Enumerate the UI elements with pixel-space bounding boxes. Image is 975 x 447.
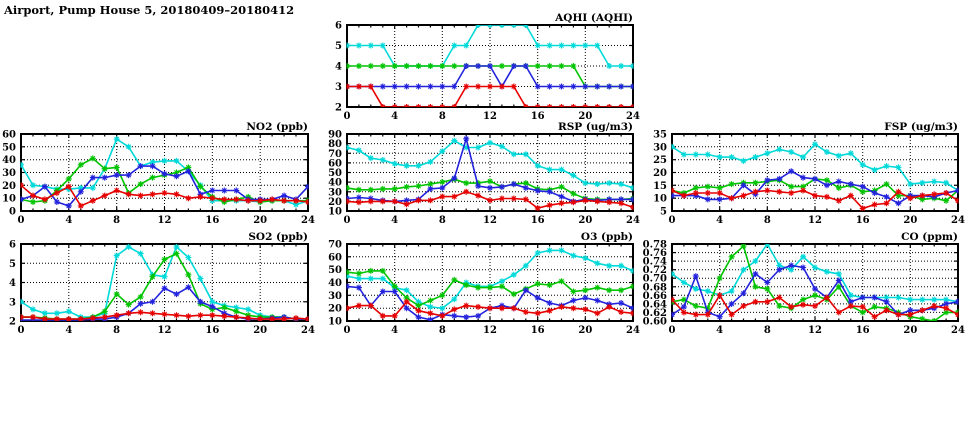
svg-text:24: 24 — [626, 215, 640, 226]
svg-text:0: 0 — [668, 215, 676, 226]
svg-text:70: 70 — [328, 239, 342, 251]
svg-text:AQHI (AQHI): AQHI (AQHI) — [555, 12, 633, 24]
svg-text:0: 0 — [9, 206, 16, 218]
svg-text:16: 16 — [855, 325, 870, 336]
svg-text:35: 35 — [653, 129, 667, 141]
svg-text:30: 30 — [2, 168, 16, 179]
svg-text:24: 24 — [951, 215, 965, 226]
svg-text:12: 12 — [157, 215, 172, 226]
svg-text:0: 0 — [343, 325, 351, 336]
svg-text:0: 0 — [17, 215, 25, 226]
svg-text:20: 20 — [2, 180, 16, 192]
svg-text:0.76: 0.76 — [642, 248, 667, 260]
svg-text:24: 24 — [301, 215, 315, 226]
svg-text:0.62: 0.62 — [642, 307, 667, 319]
co-series-blue — [669, 262, 961, 319]
svg-text:4: 4 — [391, 215, 399, 226]
svg-text:8: 8 — [113, 215, 121, 226]
svg-text:0.66: 0.66 — [642, 290, 667, 302]
svg-text:12: 12 — [808, 325, 822, 336]
svg-text:12: 12 — [483, 325, 497, 336]
svg-text:0.78: 0.78 — [642, 239, 667, 251]
svg-text:0.72: 0.72 — [642, 265, 667, 277]
svg-text:20: 20 — [578, 215, 593, 226]
page-title: Airport, Pump House 5, 20180409–20180412 — [4, 3, 295, 17]
svg-text:80: 80 — [328, 139, 342, 151]
svg-text:6: 6 — [9, 239, 16, 251]
svg-text:70: 70 — [328, 148, 342, 160]
svg-text:0.64: 0.64 — [642, 299, 667, 311]
svg-text:50: 50 — [328, 265, 342, 277]
svg-text:20: 20 — [328, 303, 342, 315]
svg-text:12: 12 — [808, 215, 822, 226]
svg-text:20: 20 — [653, 168, 667, 179]
svg-text:20: 20 — [328, 196, 342, 208]
svg-text:4: 4 — [9, 278, 16, 289]
svg-text:10: 10 — [2, 193, 16, 205]
aqhi-chart — [335, 12, 640, 122]
svg-text:0.70: 0.70 — [642, 273, 667, 285]
svg-text:4: 4 — [391, 325, 399, 336]
svg-text:16: 16 — [205, 215, 220, 226]
svg-text:8: 8 — [438, 111, 446, 122]
svg-text:30: 30 — [328, 187, 342, 199]
svg-text:0: 0 — [668, 325, 676, 336]
svg-text:30: 30 — [653, 142, 667, 154]
svg-text:50: 50 — [2, 142, 16, 154]
svg-text:20: 20 — [903, 215, 918, 226]
svg-text:12: 12 — [483, 215, 497, 226]
svg-text:20: 20 — [253, 325, 268, 336]
svg-text:8: 8 — [438, 215, 446, 226]
svg-text:24: 24 — [951, 325, 965, 336]
svg-text:2: 2 — [9, 316, 16, 328]
svg-text:90: 90 — [328, 129, 342, 141]
svg-text:60: 60 — [328, 158, 342, 170]
svg-text:40: 40 — [2, 155, 16, 167]
svg-text:16: 16 — [530, 111, 545, 122]
svg-text:10: 10 — [653, 193, 667, 205]
svg-text:20: 20 — [903, 325, 918, 336]
svg-text:15: 15 — [653, 180, 667, 192]
svg-text:0.68: 0.68 — [642, 282, 667, 294]
rsp-chart — [328, 121, 640, 226]
o3-chart — [328, 231, 640, 336]
svg-text:16: 16 — [855, 215, 870, 226]
no2-chart — [2, 121, 315, 226]
svg-text:16: 16 — [530, 325, 545, 336]
svg-text:0.60: 0.60 — [642, 316, 667, 328]
svg-text:4: 4 — [716, 325, 724, 336]
svg-text:16: 16 — [205, 325, 220, 336]
svg-text:8: 8 — [763, 325, 771, 336]
svg-text:60: 60 — [328, 252, 342, 264]
svg-text:20: 20 — [253, 215, 268, 226]
svg-text:60: 60 — [2, 129, 16, 141]
svg-text:25: 25 — [653, 155, 667, 167]
svg-text:24: 24 — [626, 111, 640, 122]
svg-text:4: 4 — [335, 61, 342, 73]
svg-text:10: 10 — [328, 316, 342, 328]
svg-text:2: 2 — [335, 102, 342, 114]
svg-text:12: 12 — [483, 111, 497, 122]
svg-text:12: 12 — [157, 325, 172, 336]
svg-text:0: 0 — [343, 215, 351, 226]
svg-text:RSP (ug/m3): RSP (ug/m3) — [557, 121, 633, 133]
svg-text:20: 20 — [578, 111, 593, 122]
svg-text:0: 0 — [17, 325, 25, 336]
svg-text:CO (ppm): CO (ppm) — [901, 231, 958, 243]
fsp-chart — [653, 121, 965, 226]
svg-text:3: 3 — [335, 82, 342, 93]
svg-text:30: 30 — [328, 290, 342, 302]
co-chart — [643, 231, 965, 336]
svg-text:4: 4 — [716, 215, 724, 226]
svg-text:5: 5 — [9, 258, 16, 270]
svg-text:4: 4 — [65, 215, 73, 226]
svg-text:40: 40 — [328, 177, 342, 189]
svg-text:5: 5 — [660, 206, 667, 218]
svg-text:50: 50 — [328, 168, 342, 179]
svg-text:20: 20 — [578, 325, 593, 336]
svg-text:3: 3 — [9, 297, 16, 309]
svg-text:0: 0 — [343, 111, 351, 122]
svg-text:16: 16 — [530, 215, 545, 226]
svg-text:4: 4 — [65, 325, 73, 336]
svg-text:40: 40 — [328, 278, 342, 289]
svg-text:NO2 (ppb): NO2 (ppb) — [246, 121, 308, 133]
svg-text:5: 5 — [335, 41, 342, 52]
svg-text:24: 24 — [626, 325, 640, 336]
svg-text:6: 6 — [335, 20, 342, 32]
svg-text:O3 (ppb): O3 (ppb) — [580, 231, 633, 243]
so2-chart — [9, 231, 315, 336]
svg-text:SO2 (ppb): SO2 (ppb) — [248, 231, 308, 243]
svg-text:8: 8 — [113, 325, 121, 336]
svg-text:10: 10 — [328, 206, 342, 218]
svg-text:0.74: 0.74 — [642, 256, 667, 268]
svg-text:8: 8 — [763, 215, 771, 226]
svg-text:FSP (ug/m3): FSP (ug/m3) — [884, 121, 958, 133]
svg-text:24: 24 — [301, 325, 315, 336]
svg-text:8: 8 — [438, 325, 446, 336]
svg-text:4: 4 — [391, 111, 399, 122]
